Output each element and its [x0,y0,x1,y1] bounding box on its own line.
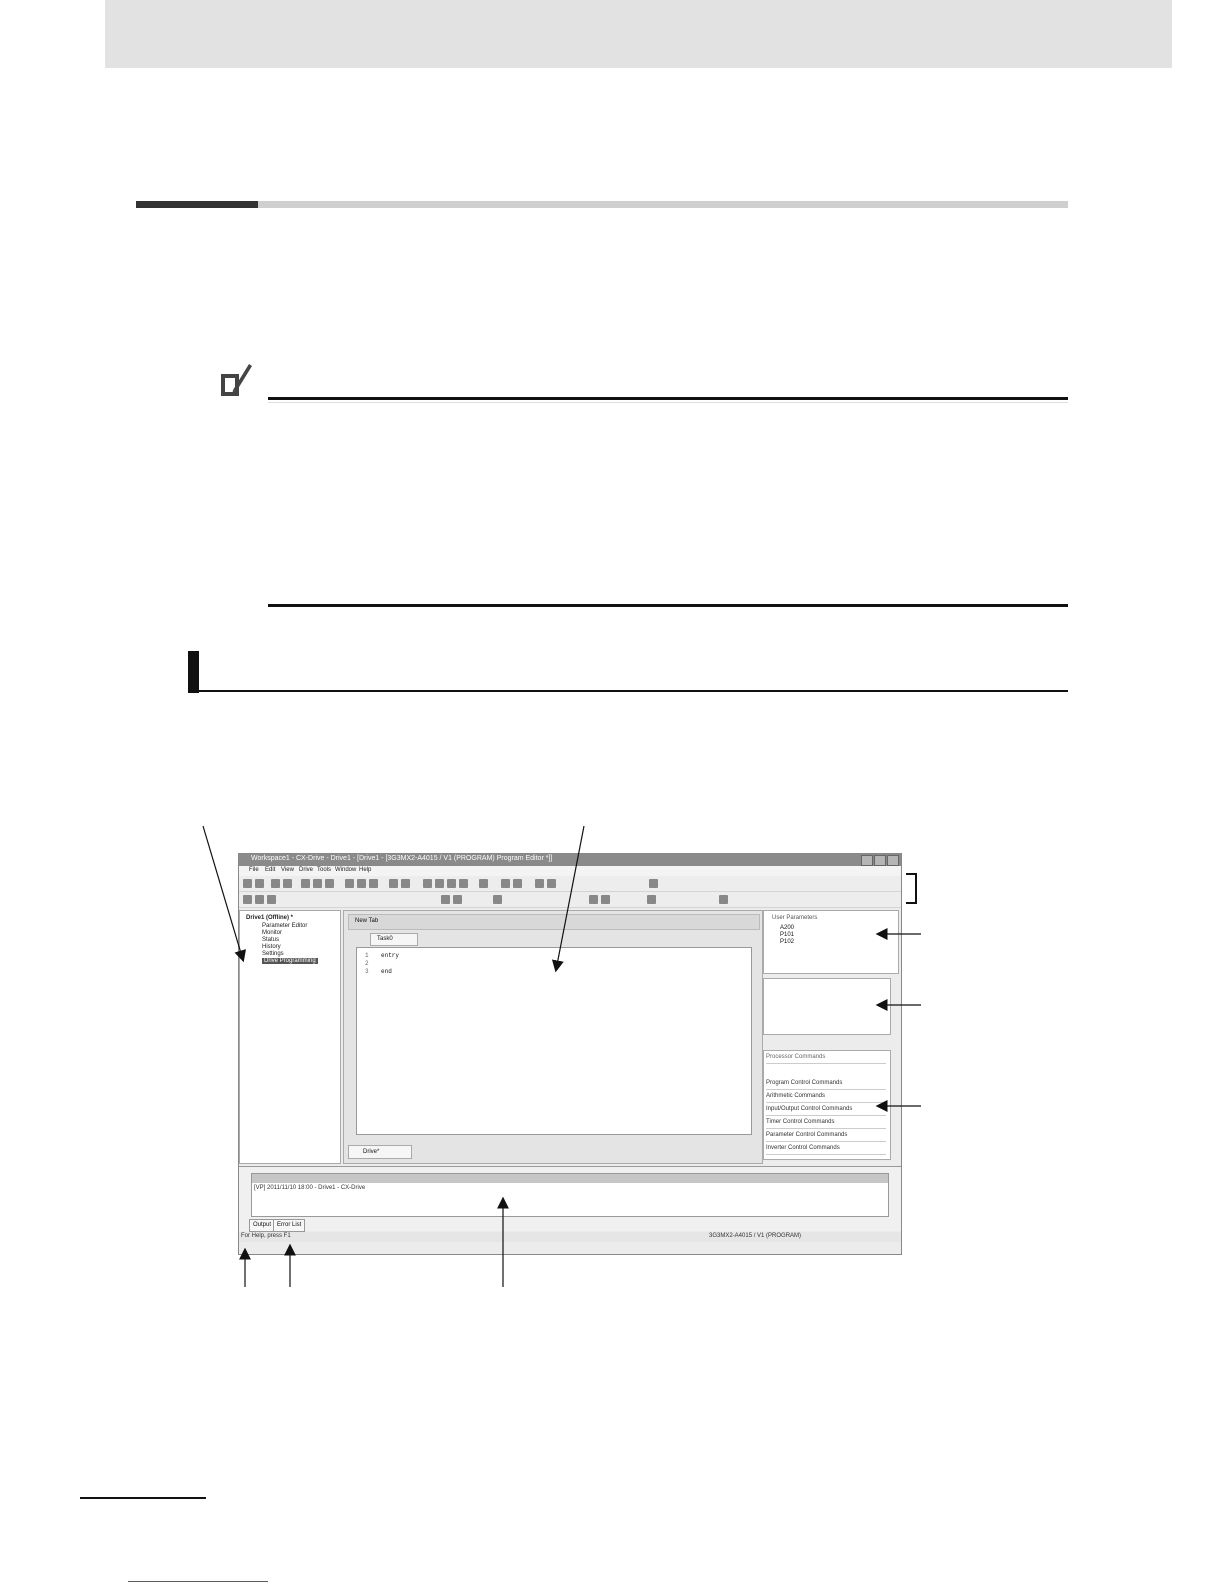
output-tab[interactable]: Output [249,1219,275,1232]
code-line: end [381,968,392,975]
user-parameters-title: User Parameters [772,915,818,921]
menu-window[interactable]: Window [335,867,357,873]
menu-help[interactable]: Help [359,867,372,873]
status-device-text: 3G3MX2-A4015 / V1 (PROGRAM) [709,1233,802,1239]
menu-edit[interactable]: Edit [265,867,276,873]
tree-item-status[interactable]: Status [262,937,280,943]
command-group[interactable]: Inverter Control Commands [766,1142,886,1155]
command-group[interactable]: Timer Control Commands [766,1116,886,1129]
status-help-text: For Help, press F1 [241,1233,291,1239]
arrow-workspace [203,826,243,960]
tree-root[interactable]: Drive1 (Offline) * [246,915,294,921]
line-number: 3 [365,968,369,975]
footer-link-underline [128,1581,268,1582]
menu-view[interactable]: View [281,867,294,873]
new-tab-button[interactable]: New Tab [355,918,379,924]
line-number: 2 [365,960,369,967]
menu-drive[interactable]: Drive [299,867,314,873]
toolbar-bracket [906,874,916,903]
code-line: entry [381,952,400,959]
command-group[interactable]: Program Control Commands [766,1077,886,1090]
user-parameter-row[interactable]: A200 [780,925,795,931]
window-title: Workspace1 - CX-Drive - Drive1 - [Drive1 - [3G3MX2-A4015 / V1 (PROGRAM) Program Editor *]] [251,855,553,862]
user-parameter-row[interactable]: P102 [780,939,795,945]
editor-task-tab[interactable]: Task0 [370,933,418,946]
tree-item-history[interactable]: History [262,944,281,950]
tree-item-parameter-editor[interactable]: Parameter Editor [262,923,308,929]
tree-item-settings[interactable]: Settings [262,951,284,957]
command-group[interactable]: Input/Output Control Commands [766,1103,886,1116]
processor-commands-header[interactable]: Processor Commands [766,1051,886,1064]
error-list-tab[interactable]: Error List [273,1219,305,1232]
menu-file[interactable]: File [249,867,259,873]
command-group[interactable]: Arithmetic Commands [766,1090,886,1103]
footer-rule [80,1497,206,1499]
tree-item-drive-programming[interactable]: Drive Programming [264,958,316,964]
drive-document-tab[interactable]: Drive* [348,1145,412,1159]
line-number: 1 [365,952,369,959]
user-parameter-row[interactable]: P101 [780,932,795,938]
output-message: [VP] 2011/11/10 18:00 - Drive1 - CX-Drive [254,1185,366,1191]
arrow-editor [556,826,584,970]
tree-item-monitor[interactable]: Monitor [262,930,283,936]
command-group[interactable]: Parameter Control Commands [766,1129,886,1142]
menu-tools[interactable]: Tools [317,867,332,873]
